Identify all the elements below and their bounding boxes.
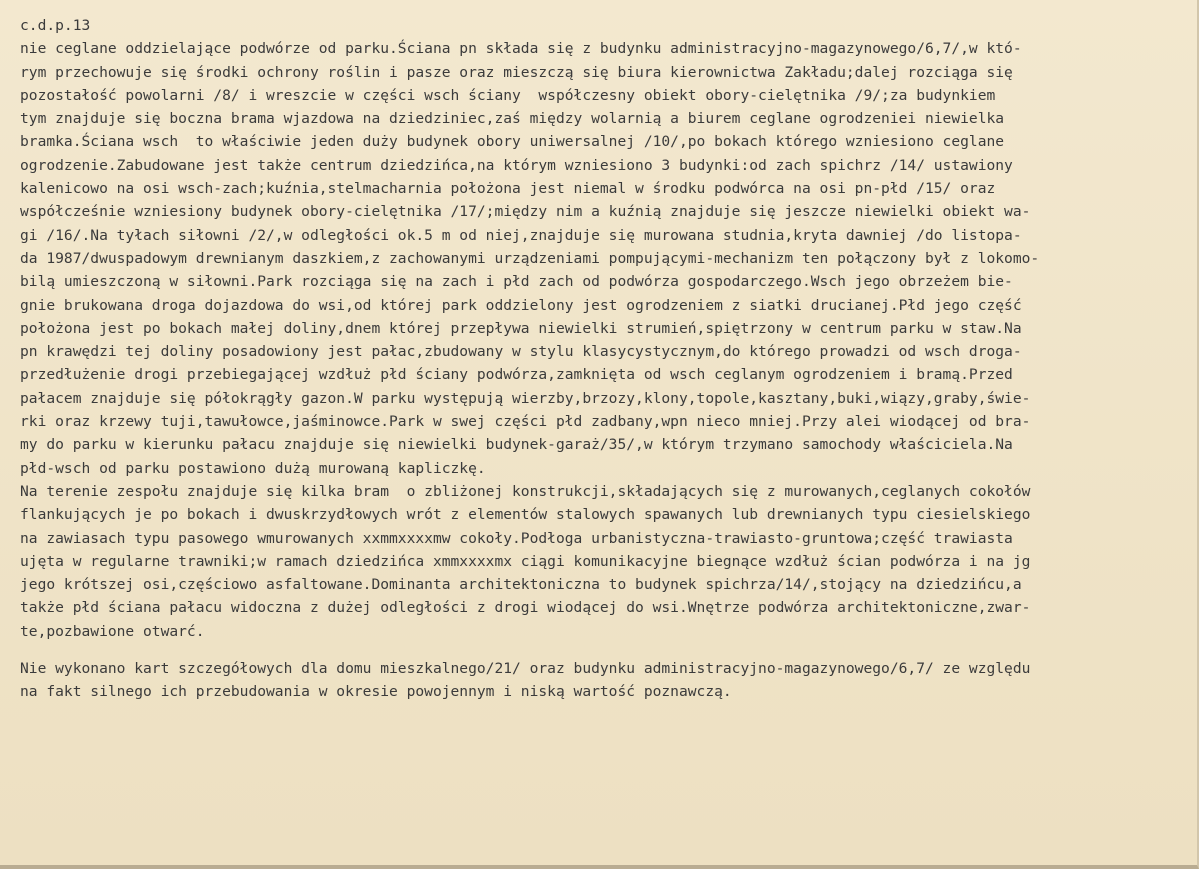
text-line: przedłużenie drogi przebiegającej wzdłuż płd ściany podwórza,zamknięta od wsch ceglanym ogrodzeniem i bramą.Przed <box>20 366 1013 384</box>
text-line: jego krótszej osi,częściowo asfaltowane.Dominanta architektoniczna to budynek spichrza/14/,stojący na dziedzińcu,a <box>20 576 1022 594</box>
text-line: pn krawędzi tej doliny posadowiony jest pałac,zbudowany w stylu klasycystycznym,do którego prowadzi od wsch droga- <box>20 343 1022 361</box>
paragraph-1 <box>20 37 1190 480</box>
text-line: na zawiasach typu pasowego wmurowanych xxmmxxxxmw cokoły.Podłoga urbanistyczna-trawiasto-gruntowa;część trawiasta <box>20 529 1013 547</box>
text-line: ujęta w regularne trawniki;w ramach dziedzińca xmmxxxxmx ciągi komunikacyjne biegnące wzdłuż ścian podwórza i na jg <box>20 552 1031 570</box>
text-line: rki oraz krzewy tuji,tawułowce,jaśminowce.Park w swej części płd zadbany,wpn nieco mniej.Przy alei wiodącej od bra- <box>20 413 1031 431</box>
text-line: kalenicowo na osi wsch-zach;kuźnia,stelmacharnia położona jest niemal w środku podwórca na osi pn-płd /15/ oraz <box>20 180 996 198</box>
text-line: na fakt silnego ich przebudowania w okresie powojennym i niską wartość poznawczą. <box>20 683 732 701</box>
page-header: c.d.p.13 <box>20 17 91 34</box>
typed-text <box>20 14 1190 704</box>
text-line: bramka.Ściana wsch to właściwie jeden duży budynek obory uniwersalnej /10/,po bokach którego wzniesiono ceglane <box>20 133 1005 151</box>
text-line: płd-wsch od parku postawiono dużą murowaną kapliczkę. <box>20 459 486 477</box>
text-line: współcześnie wzniesiony budynek obory-cielętnika /17/;między nim a kuźnią znajduje się jeszcze niewielki obiekt wa- <box>20 203 1031 221</box>
text-line: flankujących je po bokach i dwuskrzydłowych wrót z elementów stalowych spawanych lub drewnianych typu ciesielskiego <box>20 506 1031 524</box>
text-line: nie ceglane oddzielające podwórze od parku.Ściana pn składa się z budynku administracyjno-magazynowego/6,7/,w któ- <box>20 40 1022 58</box>
text-line: rym przechowuje się środki ochrony roślin i pasze oraz mieszczą się biura kierownictwa Zakładu;dalej rozciąga się <box>20 63 1013 81</box>
text-line: my do parku w kierunku pałacu znajduje się niewielki budynek-garaż/35/,w którym trzymano samochody właściciela.Na <box>20 436 1013 454</box>
text-line: pałacem znajduje się półokrągły gazon.W parku występują wierzby,brzozy,klony,topole,kasztany,buki,wiązy,graby,świe- <box>20 389 1031 407</box>
text-line: także płd ściana pałacu widoczna z dużej odległości z drogi wiodącej do wsi.Wnętrze podwórza architektoniczne,zwar- <box>20 599 1031 617</box>
text-line: tym znajduje się boczna brama wjazdowa na dziedziniec,zaś między wolarnią a biurem ceglane ogrodzeniei niewielka <box>20 110 1005 128</box>
text-line: bilą umieszczoną w siłowni.Park rozciąga się na zach i płd zach od podwórza gospodarczego.Wsch jego obrzeżem bie- <box>20 273 1013 291</box>
text-line: Na terenie zespołu znajduje się kilka bram o zbliżonej konstrukcji,składających się z murowanych,ceglanych cokołów <box>20 482 1031 500</box>
paragraph-3 <box>20 657 1190 704</box>
text-line: gi /16/.Na tyłach siłowni /2/,w odległości ok.5 m od niej,znajduje się murowana studnia,kryta dawniej /do listopa- <box>20 226 1022 244</box>
paragraph-spacer <box>20 643 1190 657</box>
text-line: te,pozbawione otwarć. <box>20 622 205 640</box>
text-line: Nie wykonano kart szczegółowych dla domu mieszkalnego/21/ oraz budynku administracyjno-magazynowego/6,7/ ze względu <box>20 660 1031 678</box>
text-line: położona jest po bokach małej doliny,dnem której przepływa niewielki strumień,spiętrzony w centrum parku w staw.Na <box>20 319 1022 337</box>
text-line: da 1987/dwuspadowym drewnianym daszkiem,z zachowanymi urządzeniami pompującymi-mechanizm ten połączony był z lokomo- <box>20 249 1040 267</box>
text-line: ogrodzenie.Zabudowane jest także centrum dziedzińca,na którym wzniesiono 3 budynki:od zach spichrz /14/ ustawiony <box>20 156 1013 174</box>
paragraph-2 <box>20 480 1190 643</box>
text-line: gnie brukowana droga dojazdowa do wsi,od której park oddzielony jest ogrodzeniem z siatki drucianej.Płd jego część <box>20 296 1022 314</box>
text-line: pozostałość powolarni /8/ i wreszcie w części wsch ściany współczesny obiekt obory-cielętnika /9/;za budynkiem <box>20 86 996 104</box>
